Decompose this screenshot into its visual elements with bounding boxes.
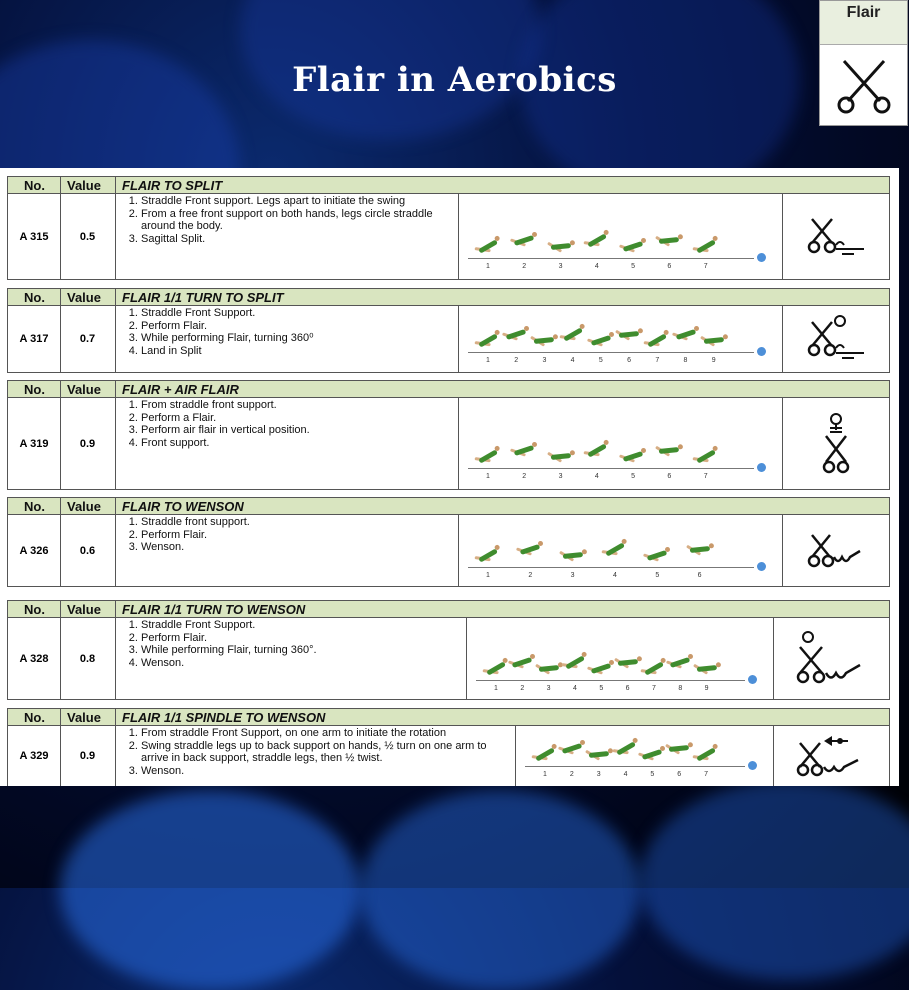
gymnast-figure bbox=[672, 324, 700, 344]
table-row bbox=[7, 194, 890, 280]
figure-number: 6 bbox=[677, 771, 682, 778]
header-no: No. bbox=[24, 382, 45, 397]
figure-number: 1 bbox=[486, 357, 490, 364]
figure-number: 7 bbox=[655, 357, 660, 364]
figure-number: 4 bbox=[570, 357, 575, 364]
floor-line bbox=[468, 352, 754, 353]
header-value: Value bbox=[67, 178, 101, 193]
figure-number: 3 bbox=[596, 771, 601, 778]
figure-number: 1 bbox=[486, 263, 490, 270]
figure-number: 5 bbox=[631, 473, 636, 480]
step-text: 4. Land in Split bbox=[141, 345, 452, 358]
step-text: 3. Wenson. bbox=[141, 765, 509, 778]
step-text: 1. Straddle Front support. Legs apart to initiate the swing bbox=[141, 195, 452, 208]
element-code: A 315 bbox=[8, 194, 61, 279]
header-value: Value bbox=[67, 290, 101, 305]
element-name: FLAIR TO WENSON bbox=[122, 499, 244, 514]
figure-number: 4 bbox=[623, 771, 628, 778]
flair-split-symbol-icon bbox=[782, 194, 889, 279]
element-value: 0.5 bbox=[60, 194, 116, 279]
element-illustration bbox=[458, 194, 783, 279]
element-illustration bbox=[466, 618, 774, 699]
gymnast-figure bbox=[642, 327, 674, 352]
gymnast-figure bbox=[698, 327, 730, 352]
element-value: 0.8 bbox=[60, 618, 116, 699]
step-text: 3. Sagittal Split. bbox=[141, 233, 452, 246]
header-value: Value bbox=[67, 499, 101, 514]
header-no: No. bbox=[24, 710, 45, 725]
step-text: 3. While performing Flair, turning 360⁰ bbox=[141, 332, 452, 345]
gymnast-figure bbox=[583, 741, 615, 766]
figure-number: 4 bbox=[613, 572, 617, 579]
gymnast-figure bbox=[472, 233, 504, 258]
air-flair-symbol-icon bbox=[782, 398, 889, 489]
step-text: 2. Swing straddle legs up to back support on hands, ½ turn on one arm to arrive in back support, straddle legs, then ½ twist. bbox=[141, 740, 509, 765]
gymnast-figure bbox=[529, 741, 561, 766]
table-header bbox=[7, 708, 890, 726]
gymnast-figure bbox=[690, 233, 722, 258]
sequence-end-dot bbox=[757, 463, 766, 472]
gymnast-figure bbox=[581, 437, 613, 462]
floor-line bbox=[468, 468, 754, 469]
flair-turn-split-symbol-icon bbox=[782, 306, 889, 372]
flair-turn-wenson-symbol-icon bbox=[773, 618, 889, 699]
figure-number: 2 bbox=[569, 771, 574, 778]
gymnast-figure bbox=[480, 655, 512, 680]
gymnast-figure bbox=[529, 327, 561, 352]
table-header bbox=[7, 600, 890, 618]
floor-line bbox=[468, 258, 754, 259]
figure-number: 3 bbox=[558, 473, 563, 480]
gymnast-figure bbox=[510, 230, 538, 250]
element-steps bbox=[115, 515, 459, 586]
element-value: 0.6 bbox=[60, 515, 116, 586]
gymnast-figure bbox=[557, 321, 589, 346]
element-illustration bbox=[458, 306, 783, 372]
gymnast-figure bbox=[613, 321, 645, 346]
figure-number: 5 bbox=[631, 263, 636, 270]
gymnast-figure bbox=[472, 542, 504, 567]
gymnast-figure bbox=[643, 545, 671, 565]
category-badge bbox=[819, 0, 908, 126]
elements-table bbox=[0, 168, 899, 786]
step-text: 2. Perform a Flair. bbox=[141, 412, 452, 425]
gymnast-figure bbox=[587, 658, 615, 678]
badge-label: Flair bbox=[820, 1, 907, 45]
figure-number: 3 bbox=[558, 263, 563, 270]
sequence-end-dot bbox=[757, 347, 766, 356]
gymnast-figure bbox=[691, 655, 723, 680]
figure-number: 6 bbox=[667, 263, 672, 270]
figure-number: 2 bbox=[514, 357, 519, 364]
element-value: 0.9 bbox=[60, 726, 116, 786]
flair-wenson-symbol-icon bbox=[782, 515, 889, 586]
floor-line bbox=[468, 567, 754, 568]
figure-number: 5 bbox=[599, 685, 604, 692]
step-text: 1. Straddle Front Support. bbox=[141, 619, 460, 632]
gymnast-figure bbox=[690, 741, 722, 766]
figure-number: 6 bbox=[667, 473, 672, 480]
gymnast-figure bbox=[472, 443, 504, 468]
gymnast-figure bbox=[610, 735, 642, 760]
sequence-end-dot bbox=[748, 761, 757, 770]
element-illustration bbox=[458, 515, 783, 586]
background-bokeh bbox=[60, 790, 360, 990]
table-row bbox=[7, 398, 890, 490]
sequence-end-dot bbox=[757, 562, 766, 571]
figure-number: 4 bbox=[573, 685, 577, 692]
element-illustration bbox=[458, 398, 783, 489]
gymnast-figure bbox=[558, 738, 586, 758]
element-value: 0.9 bbox=[60, 398, 116, 489]
element-name: FLAIR 1/1 TURN TO WENSON bbox=[122, 602, 306, 617]
step-text: 2. Perform Flair. bbox=[141, 632, 460, 645]
figure-number: 8 bbox=[683, 357, 688, 364]
table-header bbox=[7, 497, 890, 515]
figure-number: 4 bbox=[594, 473, 599, 480]
gymnast-figure bbox=[508, 652, 536, 672]
figure-number: 3 bbox=[542, 357, 547, 364]
figure-number: 2 bbox=[520, 685, 525, 692]
element-value: 0.7 bbox=[60, 306, 116, 372]
gymnast-figure bbox=[545, 233, 577, 258]
header-no: No. bbox=[24, 499, 45, 514]
step-text: 3. Wenson. bbox=[141, 541, 452, 554]
element-code: A 319 bbox=[8, 398, 61, 489]
step-text: 1. Straddle front support. bbox=[141, 516, 452, 529]
table-header bbox=[7, 176, 890, 194]
figure-number: 3 bbox=[570, 572, 575, 579]
header-value: Value bbox=[67, 602, 101, 617]
figure-number: 5 bbox=[598, 357, 603, 364]
header-value: Value bbox=[67, 382, 101, 397]
element-name: FLAIR TO SPLIT bbox=[122, 178, 223, 193]
gymnast-figure bbox=[684, 536, 716, 561]
gymnast-figure bbox=[581, 227, 613, 252]
step-text: 1. From straddle front support. bbox=[141, 399, 452, 412]
flair-spindle-wenson-symbol-icon bbox=[773, 726, 889, 786]
header-no: No. bbox=[24, 602, 45, 617]
figure-number: 8 bbox=[678, 685, 683, 692]
element-steps bbox=[115, 398, 459, 489]
figure-number: 1 bbox=[543, 771, 547, 778]
gymnast-figure bbox=[654, 227, 686, 252]
gymnast-figure bbox=[502, 324, 530, 344]
figure-number: 7 bbox=[703, 473, 708, 480]
scissors-symbol-icon bbox=[836, 57, 892, 115]
table-row bbox=[7, 618, 890, 700]
element-steps bbox=[115, 194, 459, 279]
table-row bbox=[7, 726, 890, 786]
gymnast-figure bbox=[559, 649, 591, 674]
figure-number: 7 bbox=[703, 263, 708, 270]
element-code: A 326 bbox=[8, 515, 61, 586]
step-text: 3. While performing Flair, turning 360°. bbox=[141, 644, 460, 657]
gymnast-figure bbox=[599, 536, 631, 561]
step-text: 3. Perform air flair in vertical position. bbox=[141, 424, 452, 437]
gymnast-figure bbox=[619, 446, 647, 466]
element-name: FLAIR + AIR FLAIR bbox=[122, 382, 239, 397]
gymnast-figure bbox=[510, 440, 538, 460]
step-text: 4. Front support. bbox=[141, 437, 452, 450]
element-steps bbox=[115, 726, 516, 786]
gymnast-figure bbox=[472, 327, 504, 352]
element-code: A 328 bbox=[8, 618, 61, 699]
element-steps bbox=[115, 306, 459, 372]
element-code: A 329 bbox=[8, 726, 61, 786]
table-header bbox=[7, 288, 890, 306]
floor-line bbox=[525, 766, 745, 767]
gymnast-figure bbox=[545, 443, 577, 468]
figure-number: 1 bbox=[494, 685, 498, 692]
figure-number: 6 bbox=[697, 572, 702, 579]
figure-number: 7 bbox=[704, 771, 709, 778]
element-illustration bbox=[515, 726, 774, 786]
gymnast-figure bbox=[619, 236, 647, 256]
gymnast-figure bbox=[557, 542, 589, 567]
figure-number: 5 bbox=[650, 771, 655, 778]
figure-number: 3 bbox=[546, 685, 551, 692]
step-text: 2. Perform Flair. bbox=[141, 529, 452, 542]
element-name: FLAIR 1/1 SPINDLE TO WENSON bbox=[122, 710, 326, 725]
header-no: No. bbox=[24, 178, 45, 193]
figure-number: 6 bbox=[625, 685, 630, 692]
element-code: A 317 bbox=[8, 306, 61, 372]
element-name: FLAIR 1/1 TURN TO SPLIT bbox=[122, 290, 284, 305]
background-bokeh bbox=[360, 790, 640, 990]
figure-number: 1 bbox=[486, 572, 490, 579]
step-text: 1. Straddle Front Support. bbox=[141, 307, 452, 320]
sequence-end-dot bbox=[748, 675, 757, 684]
table-row bbox=[7, 306, 890, 373]
figure-number: 9 bbox=[704, 685, 709, 692]
background-bokeh bbox=[640, 780, 909, 980]
figure-number: 1 bbox=[486, 473, 490, 480]
gymnast-figure bbox=[690, 443, 722, 468]
gymnast-figure bbox=[666, 652, 694, 672]
figure-number: 2 bbox=[522, 473, 527, 480]
element-steps bbox=[115, 618, 467, 699]
figure-number: 4 bbox=[594, 263, 599, 270]
table-header bbox=[7, 380, 890, 398]
figure-number: 2 bbox=[522, 263, 527, 270]
gymnast-figure bbox=[587, 330, 615, 350]
step-text: 2. Perform Flair. bbox=[141, 320, 452, 333]
gymnast-figure bbox=[654, 437, 686, 462]
figure-number: 5 bbox=[655, 572, 660, 579]
step-text: 2. From a free front support on both hands, legs circle straddle around the body. bbox=[141, 208, 452, 233]
header-value: Value bbox=[67, 710, 101, 725]
page-title: Flair in Aerobics bbox=[292, 60, 617, 100]
header-no: No. bbox=[24, 290, 45, 305]
gymnast-figure bbox=[516, 539, 544, 559]
figure-number: 6 bbox=[627, 357, 632, 364]
sequence-end-dot bbox=[757, 253, 766, 262]
floor-line bbox=[476, 680, 745, 681]
figure-number: 9 bbox=[711, 357, 716, 364]
figure-number: 7 bbox=[652, 685, 656, 692]
gymnast-figure bbox=[638, 655, 670, 680]
figure-number: 2 bbox=[528, 572, 533, 579]
step-text: 4. Wenson. bbox=[141, 657, 460, 670]
table-row bbox=[7, 515, 890, 587]
step-text: 1. From straddle Front Support, on one arm to initiate the rotation bbox=[141, 727, 509, 740]
